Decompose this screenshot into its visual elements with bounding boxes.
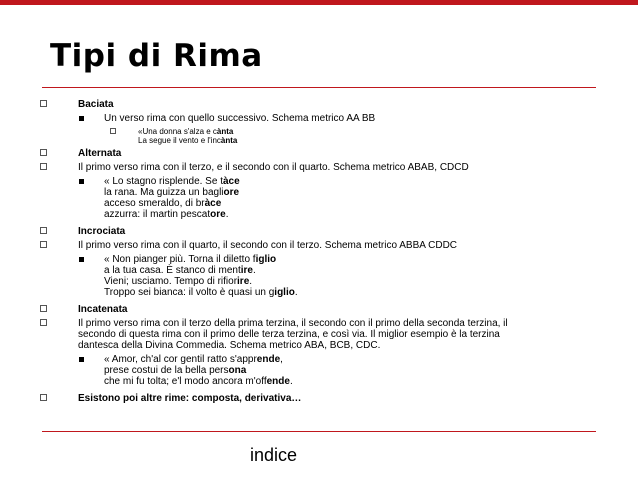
list-item-incatenata-desc: Il primo verso rima con il terzo della prima terzina, il secondo con il primo della seconda terzina, il secondo di questa rima con il primo delle terza terzina, e così via. Il miglior esempio è la terzina dantesca della Divina Commedia. Schema metrico ABA, BCB, CDC.	[38, 318, 608, 351]
list-item-baciata-desc: Un verso rima con quello successivo. Schema metrico AA BB	[38, 113, 608, 124]
square-bullet-icon	[40, 100, 47, 107]
square-bullet-icon	[40, 227, 47, 234]
square-bullet-icon	[40, 305, 47, 312]
square-bullet-icon	[110, 128, 116, 134]
title-divider	[42, 87, 596, 88]
square-bullet-icon	[40, 241, 47, 248]
list-item-baciata-title: Baciata	[38, 99, 608, 110]
filled-bullet-icon	[79, 257, 84, 262]
filled-bullet-icon	[79, 357, 84, 362]
slide-content	[38, 99, 608, 404]
alternata-example: « Lo stagno risplende. Se tàce la rana. Ma guizza un bagliore acceso smeraldo, di bràce azzurra: il martin pescatore.	[38, 176, 608, 220]
incatenata-example: « Amor, ch'al cor gentil ratto s'apprende, prese costui de la bella persona che mi fu tolta; e'l modo ancora m'offende.	[38, 354, 608, 387]
indice-link[interactable]: indice	[250, 445, 298, 465]
list-item-incatenata-title: Incatenata	[38, 304, 608, 315]
incrociata-example: « Non pianger più. Torna il diletto figlio a la tua casa. È stanco di mentire. Vieni; usciamo. Tempo di rifiorire. Troppo sei bianca: il volto è quasi un giglio.	[38, 254, 608, 298]
filled-bullet-icon	[79, 179, 84, 184]
square-bullet-icon	[40, 319, 47, 326]
square-bullet-icon	[40, 149, 47, 156]
filled-bullet-icon	[79, 116, 84, 121]
list-item-alternata-desc: Il primo verso rima con il terzo, e il secondo con il quarto. Schema metrico ABAB, CDCD	[38, 162, 608, 173]
baciata-example: «Una donna s'alza e cànta La segue il vento e l'incànta	[38, 127, 608, 145]
list-item-alternata-title: Alternata	[38, 148, 608, 159]
list-item-incrociata-desc: Il primo verso rima con il quarto, il secondo con il terzo. Schema metrico ABBA CDDC	[38, 240, 608, 251]
list-item-incrociata-title: Incrociata	[38, 226, 608, 237]
square-bullet-icon	[40, 163, 47, 170]
top-accent-bar	[0, 0, 638, 5]
footer-divider	[42, 431, 596, 432]
square-bullet-icon	[40, 394, 47, 401]
list-item-altre-rime: Esistono poi altre rime: composta, derivativa…	[38, 393, 608, 404]
slide-title: Tipi di Rima	[50, 38, 263, 74]
